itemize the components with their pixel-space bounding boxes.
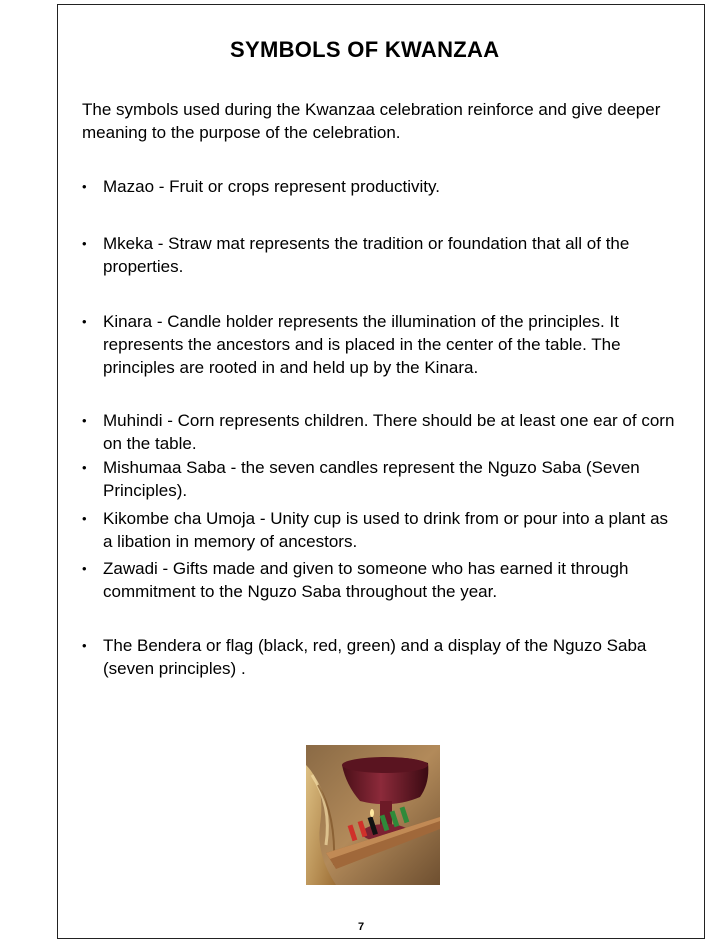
- list-item-text: Zawadi - Gifts made and given to someone who has earned it through commitment to the Nguzo Saba throughout the year.: [103, 559, 629, 601]
- kwanzaa-photo: [306, 745, 440, 885]
- bullet-icon: •: [82, 561, 87, 576]
- list-item-text: Kikombe cha Umoja - Unity cup is used to drink from or pour into a plant as a libation in memory of ancestors.: [103, 509, 669, 551]
- bullet-icon: •: [82, 314, 87, 329]
- list-item-text: Mazao - Fruit or crops represent productivity.: [103, 177, 440, 196]
- page-number: 7: [358, 921, 365, 933]
- bullet-icon: •: [82, 638, 87, 653]
- list-item-mishumaa-saba: [82, 456, 682, 502]
- list-item-text: Muhindi - Corn represents children. There should be at least one ear of corn on the table.: [103, 411, 675, 453]
- list-item-kikombe: [82, 507, 682, 553]
- list-item-bendera: [82, 634, 682, 680]
- bullet-icon: •: [82, 179, 87, 194]
- list-item-muhindi: [82, 409, 682, 455]
- list-item-zawadi: [82, 557, 682, 603]
- list-item-mazao: [82, 175, 682, 198]
- bullet-icon: •: [82, 460, 87, 475]
- bullet-icon: •: [82, 511, 87, 526]
- list-item-kinara: [82, 310, 682, 379]
- page-title: SYMBOLS OF KWANZAA: [230, 37, 500, 62]
- list-item-text: Mkeka - Straw mat represents the tradition or foundation that all of the properties.: [103, 234, 630, 276]
- bullet-icon: •: [82, 413, 87, 428]
- list-item-mkeka: [82, 232, 682, 278]
- bullet-icon: •: [82, 236, 87, 251]
- list-item-text: Kinara - Candle holder represents the illumination of the principles. It represents the ancestors and is placed in the center of the table. The principles are rooted in and held up by the Kinara.: [103, 312, 621, 377]
- list-item-text: Mishumaa Saba - the seven candles represent the Nguzo Saba (Seven Principles).: [103, 458, 640, 500]
- intro-paragraph: The symbols used during the Kwanzaa celebration reinforce and give deeper meaning to the purpose of the celebration.: [82, 100, 661, 142]
- list-item-text: The Bendera or flag (black, red, green) and a display of the Nguzo Saba (seven principles) .: [103, 636, 647, 678]
